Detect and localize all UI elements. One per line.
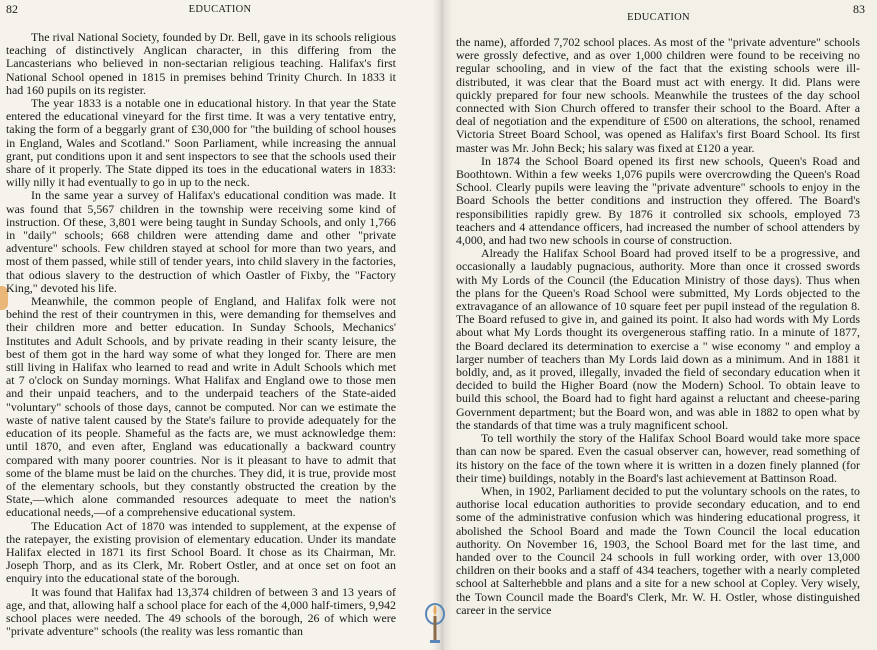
- paragraph: In the same year a survey of Halifax's educational condition was made. It was found that 5,567 children in the township were receiving some kind of instruction. Of these, 3,801 were being taught in Sunday Schools, and only 1,766 in "daily" schools; 668 children were attending dame and other "private adventure" schools. Few children stayed at school for more than two years, and most of them passed, while still of tender years, into child slavery in the factories, that odious slavery to the destruction of which Oastler of Fixby, the "Factory King," devoted his life.: [6, 188, 396, 295]
- running-head: EDUCATION: [627, 12, 690, 23]
- paragraph: To tell worthily the story of the Halifax School Board would take more space than can now be spared. Even the casual observer can, however, read something of its history on the face of the town where it is written in a dozen finely planned (for their time) buildings, notably in the Board's last achievement at Battinson Road.: [456, 431, 860, 485]
- book-gutter: [432, 0, 452, 650]
- right-page: [440, 0, 877, 650]
- paragraph: The Education Act of 1870 was intended to supplement, at the expense of the ratepayer, the existing provision of elementary education. Under its mandate Halifax elected in 1871 its first School Board. It chose as its Chairman, Mr. Joseph Thorp, and as its Clerk, Mr. Robert Ostler, and at once set on foot an enquiry into the educational state of the borough.: [6, 518, 396, 586]
- paragraph: Meanwhile, the common people of England, and Halifax folk were not behind the rest of their countrymen in this, were demanding for themselves and their children more and better education. In Sunday Schools, Mechanics' Institutes and Adult Schools, and by private reading in their scanty leisure, the best of them got in the hard way some of what they longed for. There are men still living in Halifax who learned to read and write in Adult Schools which met at 7 o'clock on Sunday mornings. What Halifax and England owe to those men and their unpaid teachers, and to the underpaid teachers of the State-aided "voluntary" schools of those days, cannot be computed. Nor can we estimate the waste of native talent caused by the State's failure to provide adequately for the education of its people. Shameful as the facts are, we must acknowledge them: until 1870, and even after, England was educationally a backward country compared with many poorer countries. Nor is it pleasant to have to admit that some of the blame must be laid on the churches. They did, it is true, provide most of the elementary schools, but they constantly obstructed the creation by the State,—which alone commanded resources adequate to meet the nation's educational needs,—of a comprehensive educational system.: [6, 294, 396, 520]
- running-head: EDUCATION: [188, 4, 252, 15]
- candle-emblem-icon: [422, 600, 448, 646]
- paragraph-continuation: the name), afforded 7,702 school places. As most of the "private adventure" schools were grossly defective, and as over 1,000 children were found to be receiving no regular schooling, and in view of the fact that the existing schools were ill-distributed, it was clear that the Board must act with energy. It did. Plans were quickly prepared for four new schools. Meanwhile the trustees of the day school connected with Sion Church offered to transfer their school to the Board. After a deal of negotiation and the expenditure of £500 on alterations, the school, renamed Victoria Street Board School, was opened as Halifax's first Board School. Its first master was Mr. John Beck; his salary was fixed at £120 a year.: [456, 35, 860, 155]
- right-body-text: [456, 36, 860, 617]
- page-number: 82: [6, 2, 18, 16]
- left-body-text: [6, 31, 396, 638]
- paragraph: When, in 1902, Parliament decided to put the voluntary schools on the rates, to authorise local education authorities to provide secondary education, and to end some of the administrative confusion which was hindering educational progress, it abolished the School Board and made the Town Council the local education authority. On November 16, 1903, the School Board met for the last time, and handed over to the Council 24 schools in full working order, with over 13,000 children on their books and a staff of 434 teachers, together with a nearly completed school at Salterhebble and plans and a site for a new school at Copley. Very wisely, the Town Council made the Board's Clerk, Mr. W. H. Ostler, whose distinguished career in the service: [456, 483, 860, 617]
- page-number: 83: [853, 2, 865, 16]
- paragraph: In 1874 the School Board opened its first new schools, Queen's Road and Boothtown. Within a few weeks 1,076 pupils were overcrowding the Queen's Road School. Clearly pupils were leaving the "private adventure" schools to enjoy in the Board Schools the better conditions and instruction they offered. The Board's responsibilities rapidly grew. By 1876 it controlled six schools, employed 73 teachers and 4 attendance officers, had increased the number of school attenders by 4,000, and had two new schools in course of construction.: [456, 153, 860, 248]
- paragraph: It was found that Halifax had 13,374 children of between 3 and 13 years of age, and that, allowing half a school place for each of the 4,000 half-timers, 9,942 school places were needed. The 49 schools of the borough, 26 of which were "private adventure" schools (the reality was less romantic than: [6, 584, 396, 639]
- paragraph: The year 1833 is a notable one in educational history. In that year the State entered the educational vineyard for the first time. It was a very tentative entry, taking the form of a beggarly grant of £30,000 for "the building of school houses in England, Wales and Scotland." Soon Parliament, while increasing the annual grant, put conditions upon it and sent inspectors to see that the schools used their share of it properly. The State dipped its toes in the educational waters in 1833: willy nilly it had eventually to go in up to the neck.: [6, 96, 396, 190]
- paragraph: Already the Halifax School Board had proved itself to be a progressive, and occasionally a laudably pugnacious, authority. More than once it crossed swords with My Lords of the Council (the Education Ministry of those days). Thus when the plans for the Queen's Road School were submitted, My Lords objected to the extravagance of an allowance of 10 square feet per pupil instead of the regulation 8. The Board refused to give in, and gained its point. It also had words with My Lords about what My Lords thought its overgenerous staffing ratio. In a minute of 1877, the Board declared its determination to exercise a " wise economy " and employ a larger number of teachers than My Lords laid down as a minimum. And in 1881 it boldly, and, as it proved, illegally, invaded the field of secondary education when it decided to build the Higher Board (now the Modern) School. To obtain leave to build this school, the Board had to fight hard against a reluctant and cheese-paring Government department; but the Board won, and was able in 1882 to open what by the standards of that time was a truly magnificent school.: [456, 246, 860, 432]
- paragraph: The rival National Society, founded by Dr. Bell, gave in its schools religious teaching of distinctively Anglican character, in this differing from the Lancasterians who believed in non-sectarian religious teaching. Halifax's first National School opened in 1815 in premises behind Trinity Church. In 1833 it had 160 pupils on its register.: [6, 30, 396, 97]
